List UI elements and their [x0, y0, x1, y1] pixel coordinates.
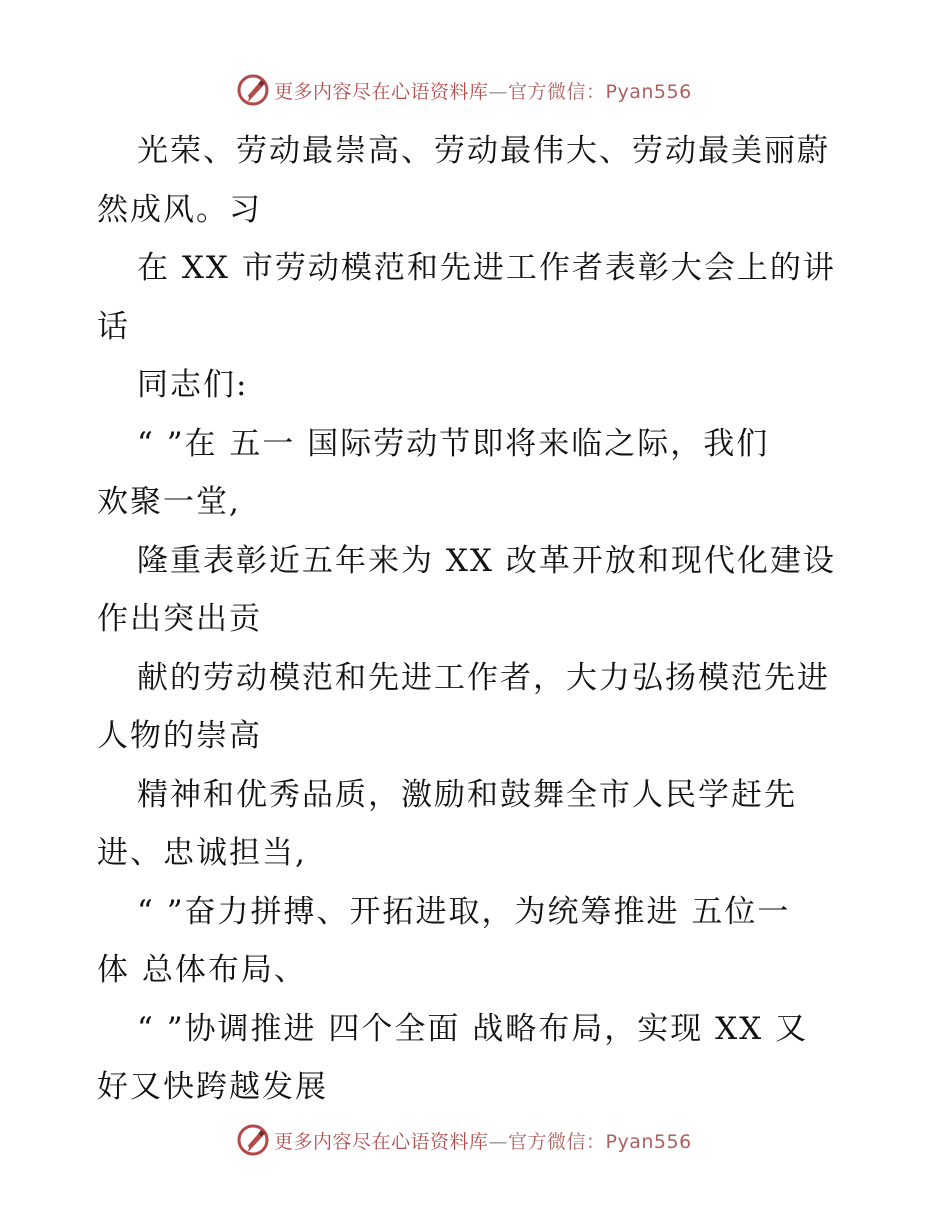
header-watermark	[236, 72, 692, 108]
text-line: 隆重表彰近五年来为 XX 改革开放和现代化建设	[137, 542, 836, 579]
watermark-text: 更多内容尽在心语资料库—官方微信：Pyan556	[274, 80, 692, 103]
text-line: 体 总体布局、	[97, 952, 307, 988]
text-line: 作出突出贡	[97, 601, 262, 637]
text-line: 献的劳动模范和先进工作者，大力弘扬模范先进	[137, 659, 830, 696]
pen-logo-icon	[236, 1123, 270, 1157]
text-line: “ ”奋力拼搏、开拓进取，为统筹推进 五位一	[137, 893, 791, 930]
text-line: 好又快跨越发展	[97, 1069, 328, 1105]
text-line: “ ”协调推进 四个全面 战略布局，实现 XX 又	[137, 1010, 809, 1047]
text-line: 话	[97, 308, 130, 345]
text-line: “ ”在 五一 国际劳动节即将来临之际，我们	[137, 425, 770, 462]
text-line: 在 XX 市劳动模范和先进工作者表彰大会上的讲	[137, 250, 836, 286]
text-line: 光荣、劳动最崇高、劳动最伟大、劳动最美丽蔚	[137, 133, 830, 169]
text-line: 进、忠诚担当,	[97, 835, 307, 871]
pen-logo-icon	[236, 73, 270, 107]
text-line: 同志们:	[137, 367, 249, 403]
document-body	[97, 122, 857, 1117]
text-line: 欢聚一堂,	[97, 484, 241, 520]
text-line: 精神和优秀品质，激励和鼓舞全市人民学赶先	[137, 776, 797, 813]
text-line: 然成风。习	[97, 191, 262, 228]
text-line: 人物的崇高	[97, 718, 262, 754]
watermark-text: 更多内容尽在心语资料库—官方微信：Pyan556	[274, 1130, 692, 1153]
footer-watermark	[236, 1122, 692, 1158]
